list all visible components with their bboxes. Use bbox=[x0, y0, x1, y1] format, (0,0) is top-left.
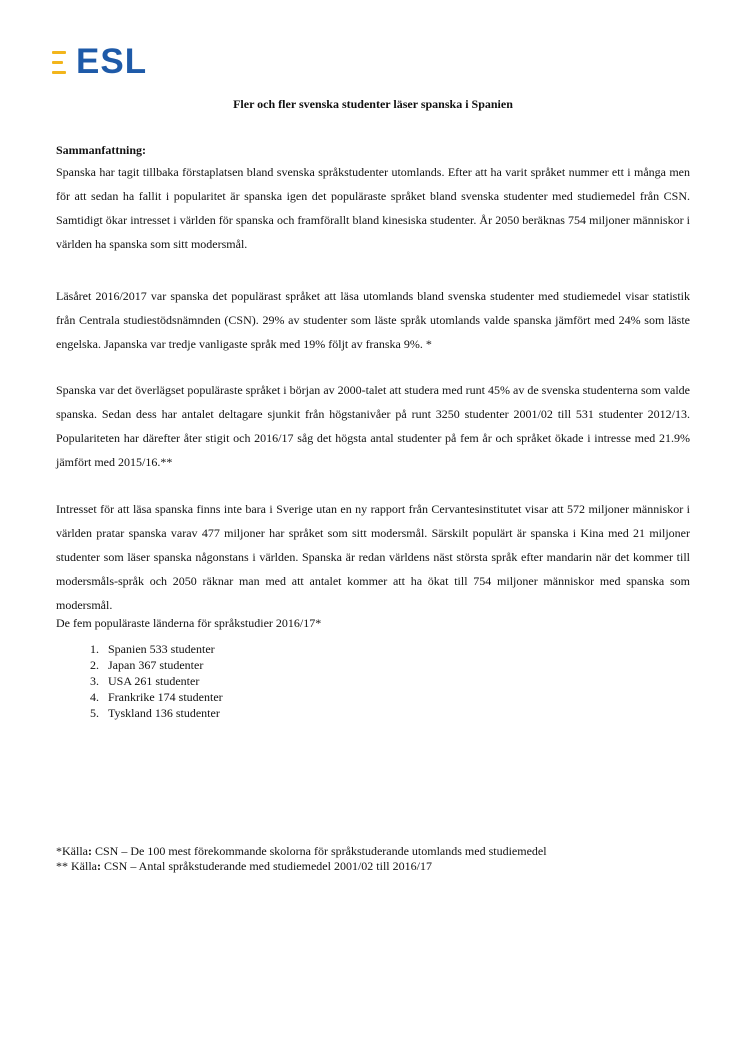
list-item-number: 4. bbox=[90, 690, 99, 704]
top-countries-list bbox=[56, 641, 223, 721]
list-item-text: Tyskland 136 studenter bbox=[108, 706, 220, 720]
logo-bars-icon bbox=[52, 49, 70, 77]
summary-heading: Sammanfattning: bbox=[56, 143, 147, 157]
list-item bbox=[56, 641, 223, 657]
list-item bbox=[56, 673, 223, 689]
list-item-text: Japan 367 studenter bbox=[108, 658, 204, 672]
list-item bbox=[56, 689, 223, 705]
footnote-1: *Källa: CSN – De 100 mest förekommande skolorna för språkstuderande utomlands med studiemedel bbox=[56, 844, 547, 858]
list-item-text: Spanien 533 studenter bbox=[108, 642, 215, 656]
list-item bbox=[56, 705, 223, 721]
paragraph-history: Spanska var det överlägset populäraste språket i början av 2000-talet att studera med runt 45% av de svenska studenterna som valde spanska. Sedan dess har antalet deltagare sjunkit från högstanivåer på runt 3250 studenter 2001/02 till 531 studenter 2012/13. Populariteten har därefter åter stigit och 2016/17 såg det högsta antal studenter på fem år och språket ökade i intresse med 21.9% jämfört med 2015/16.** bbox=[56, 383, 690, 469]
list-intro: De fem populäraste länderna för språkstudier 2016/17* bbox=[56, 616, 322, 630]
list-item-number: 2. bbox=[90, 658, 99, 672]
paragraph-summary: Spanska har tagit tillbaka förstaplatsen bland svenska språkstudenter utomlands. Efter att ha varit språket nummer ett i många men för att sedan ha fallit i popularitet är spanska igen det populäraste språket bland svenska studenter med studiemedel från CSN. Samtidigt ökar intresset i världen för spanska och framförallt bland kinesiska studenter. År 2050 beräknas 754 miljoner människor i världen ha spanska som sitt modersmål. bbox=[56, 165, 690, 251]
document-title: Fler och fler svenska studenter läser spanska i Spanien bbox=[233, 97, 513, 111]
footnotes bbox=[56, 844, 547, 874]
esl-logo bbox=[52, 44, 147, 80]
footnote-source-label: *Källa bbox=[56, 844, 88, 858]
list-item-number: 1. bbox=[90, 642, 99, 656]
list-item-text: USA 261 studenter bbox=[108, 674, 200, 688]
logo-text: ESL bbox=[76, 42, 148, 81]
paragraph-global-interest: Intresset för att läsa spanska finns inte bara i Sverige utan en ny rapport från Cervantesinstitutet visar att 572 miljoner människor i världen pratar spanska varav 477 miljoner har språket som sitt modersmål. Särskilt populärt är spanska i Kina med 21 miljoner studenter som läser spanska någonstans i världen. Spanska är redan världens näst största språk efter mandarin när det kommer till modersmåls-språk och 2050 räknar man med att antalet kommer att ha ökat till 754 miljoner människor med spanska som modersmål. bbox=[56, 502, 690, 612]
list-item-number: 5. bbox=[90, 706, 99, 720]
list-item-text: Frankrike 174 studenter bbox=[108, 690, 223, 704]
footnote-source-label: ** Källa bbox=[56, 859, 97, 873]
paragraph-statistics: Läsåret 2016/2017 var spanska det populärast språket att läsa utomlands bland svenska studenter med studiemedel visar statistik från Centrala studiestödsnämnden (CSN). 29% av studenter som läste språk utomlands valde spanska jämfört med 24% som läste engelska. Japanska var tredje vanligaste språk med 19% följt av franska 9%. * bbox=[56, 289, 690, 351]
footnote-2: ** Källa: CSN – Antal språkstuderande med studiemedel 2001/02 till 2016/17 bbox=[56, 859, 432, 873]
list-item-number: 3. bbox=[90, 674, 99, 688]
footnote-source-text: CSN – De 100 mest förekommande skolorna för språkstuderande utomlands med studiemedel bbox=[92, 844, 547, 858]
footnote-source-text: CSN – Antal språkstuderande med studiemedel 2001/02 till 2016/17 bbox=[101, 859, 432, 873]
list-item bbox=[56, 657, 223, 673]
